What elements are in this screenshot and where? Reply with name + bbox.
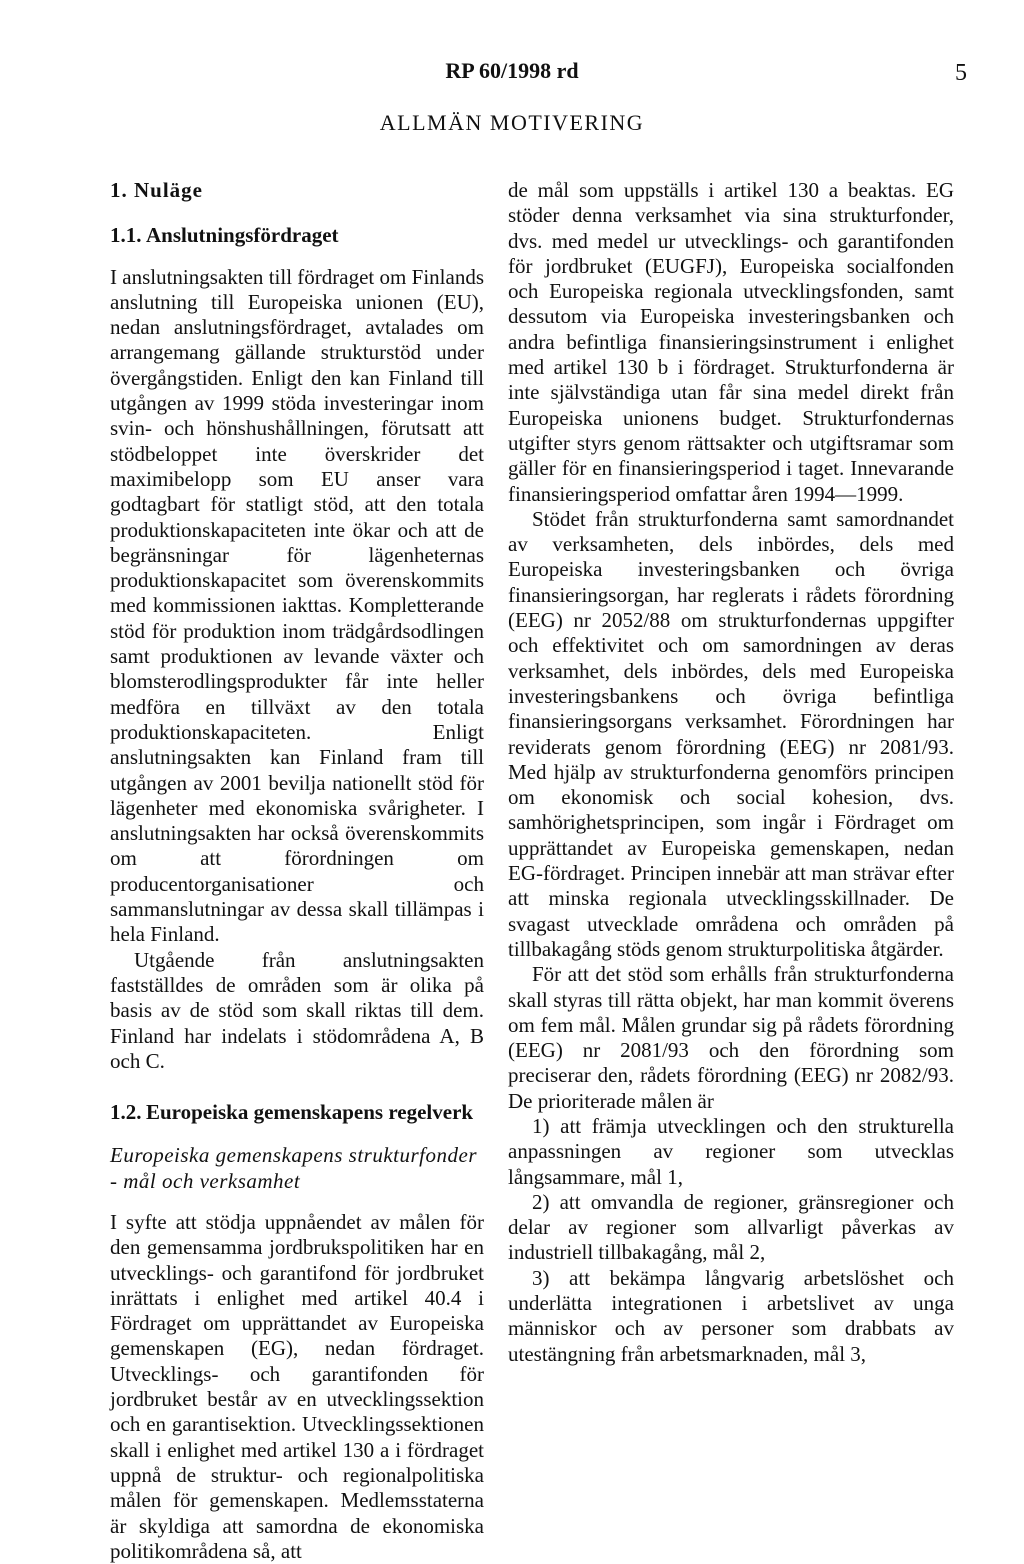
list-item: 3) att bekämpa långvarig arbetslöshet och underlätta integrationen i arbetslivet av unga människor och av personer som drabbats av utestängning från arbetsmarknaden, mål 3,: [508, 1265, 954, 1366]
heading-anslutningsfordraget: [110, 223, 484, 248]
heading-regelverk: [110, 1100, 484, 1125]
list-item: 2) att omvandla de regioner, gränsregioner och delar av regioner som allvarligt påverkas av industriell tillbakagång, mål 2,: [508, 1189, 954, 1265]
paragraph: Stödet från strukturfonderna samt samordnandet av verksamheten, dels inbördes, dels med Europeiska investeringsbanken och övriga finansieringsorgan, har reglerats i rådets förordning (EEG) nr 2052/88 om strukturfondernas uppgifter och effektivitet och om samordningen av deras verksamhet, dels inbördes, dels med Europeiska investeringsbankens och övriga befintliga finansieringsorgans verksamhet. Förordningen har reviderats genom förordning (EEG) nr 2081/93. Med hjälp av strukturfonderna genomförs principen om ekonomisk och social kohesion, dvs. samhörighetsprincipen, som ingår i Fördraget om upprättandet av Europeiska gemenskapen, nedan EG-fördraget. Principen innebär att man strävar efter att minska regionala utvecklingsskillnader. De svagast utvecklade områdena och områden på tillbakagång stöds genom strukturpolitiska åtgärder.: [508, 506, 954, 961]
list-item: 1) att främja utvecklingen och den strukturella anpassningen av regioner som utvecklas långsammare, mål 1,: [508, 1113, 954, 1189]
heading-nulage: 1. Nuläge: [110, 178, 203, 202]
paragraph: I anslutningsakten till fördraget om Finlands anslutning till Europeiska unionen (EU), nedan anslutningsfördraget, avtalades om arrangemang gällande strukturstöd under övergångstiden. Enligt den kan Finland till utgången av 1999 stöda investeringar inom svin- och hönshushållningen, förutsatt att stödbeloppet inte överskrider det maximibelopp som EU anser vara godtagbart för statligt stöd, att den totala produktionskapaciteten inte ökar och att de begränsningar för lägenheternas produktionskapacitet som överenskommits med kommissionen iakttas. Kompletterande stöd för produktion inom trädgårdsodlingen samt produktionen av levande växter och blomsterodlingsprodukter får inte heller medföra en tillväxt av den totala produktionskapaciteten. Enligt anslutningsakten kan Finland fram till utgången av 2001 bevilja nationellt stöd för lägenheter med ekonomiska svårigheter. I anslutningsakten har också överenskommits om att förordningen om producentorganisationer och sammanslutningar av dessa skall tillämpas i hela Finland.: [110, 264, 484, 947]
heading-number: 1.2.: [110, 1100, 142, 1125]
subheading-strukturfonder: Europeiska gemenskapens strukturfonder - mål och verksamhet: [110, 1143, 477, 1193]
paragraph: I syfte att stödja uppnåendet av målen för den gemensamma jordbrukspolitiken har en utvecklings- och garantifond för jordbruket inrättats i enlighet med artikel 40.4 i Fördraget om upprättandet av Europeiska gemenskapen (EG), nedan fördraget. Utvecklings- och garantifonden för jordbruket består av en utvecklingssektion och en garantisektion. Utvecklingssektionen skall i enlighet med artikel 130 a i fördraget uppnå de struktur- och regionalpolitiska målen för gemenskapen. Medlemsstaterna är skyldiga att samordna de ekonomiska politikområdena så, att: [110, 1209, 484, 1563]
paragraph: Utgående från anslutningsakten fastställdes de områden som är olika på basis av de stöd som skall riktas till dem. Finland har indelats i stödområdena A, B och C.: [110, 947, 484, 1073]
paragraph: de mål som uppställs i artikel 130 a beaktas. EG stöder denna verksamhet via sina strukturfonder, dvs. med medel ur utvecklings- och garantifonden för jordbruket (EUGFJ), Europeiska socialfonden och Europeiska regionala utvecklingsfonden, samt dessutom via Europeiska investeringsbanken och andra befintliga finansieringsinstrument i enlighet med artikel 130 b i fördraget. Strukturfonderna är inte självständiga utan får sina medel direkt från Europeiska unionens budget. Strukturfondernas utgifter styrs genom rättsakter och utgiftsramar som gäller för en finansieringsperiod i taget. Innevarande finansieringsperiod omfattar åren 1994—1999.: [508, 178, 954, 506]
document-id: RP 60/1998 rd: [445, 58, 579, 83]
left-column: [110, 178, 484, 1564]
heading-text: Anslutningsfördraget: [146, 223, 339, 248]
heading-text: Europeiska gemenskapens regelverk: [146, 1100, 474, 1125]
section-title: ALLMÄN MOTIVERING: [379, 110, 645, 135]
page-number: 5: [955, 60, 967, 86]
paragraph: För att det stöd som erhålls från strukturfonderna skall styras till rätta objekt, har man kommit överens om fem mål. Målen grundar sig på rådets förordning (EEG) nr 2081/93 och den förordning som preciserar den, rådets förordning (EEG) nr 2082/93. De prioriterade målen är: [508, 962, 954, 1113]
heading-number: 1.1.: [110, 223, 142, 248]
right-column: [508, 178, 954, 1367]
